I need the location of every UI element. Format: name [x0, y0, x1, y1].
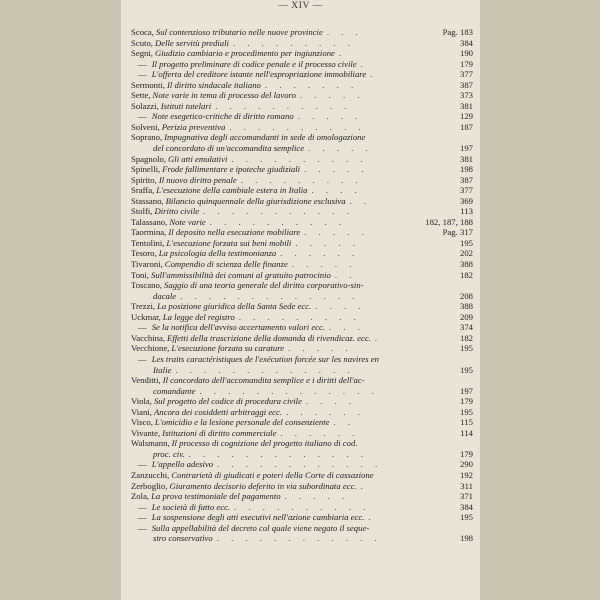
page-reference: 387: [457, 175, 473, 186]
entry-dash: —: [138, 522, 147, 533]
work-title: La posizione giuridica della Santa Sede ecc.: [157, 301, 312, 312]
dot-leader: . . . . . . . . . .: [231, 153, 368, 164]
index-entry: [128, 312, 473, 323]
page-reference: 113: [457, 206, 473, 217]
author-name: Segni,: [131, 48, 153, 59]
index-entry: [128, 69, 473, 80]
work-title: Compendio di scienza delle finanze: [164, 259, 288, 270]
running-head: — XIV —: [278, 1, 323, 11]
work-title: Il diritto sindacale italiano: [167, 79, 261, 90]
dot-leader: . . . . . . . . . .: [234, 501, 371, 512]
dot-leader: . . . . .: [288, 343, 353, 354]
dot-leader: . . . . .: [308, 143, 373, 154]
page-reference: 195: [457, 512, 473, 523]
page-reference: 381: [457, 101, 473, 112]
work-title: Sull'ammissibilità dei comuni al gratuito patrocinio: [150, 269, 331, 280]
author-name: Scoca,: [131, 27, 154, 37]
author-name: Vecchione,: [131, 343, 170, 354]
page-reference: 384: [457, 38, 473, 49]
dot-leader: . . . . .: [295, 237, 360, 248]
author-name: Uckmar,: [131, 311, 161, 322]
author-name: Visco,: [131, 417, 153, 428]
author-name: Soprano,: [131, 132, 163, 143]
work-title: Giuramento decisorio deferito in via subordinata ecc.: [169, 480, 357, 491]
work-title: Impugnativa degli accomandanti in sede di omologazione: [164, 132, 366, 143]
page-reference: Pag. 317: [440, 227, 473, 238]
work-title: Bilancio quinquennale della giurisdizione esclusiva: [165, 195, 346, 206]
dot-leader: . . . .: [311, 185, 362, 196]
work-title: Il nuovo diritto penale: [158, 174, 237, 185]
page-reference: 377: [457, 185, 473, 196]
work-title: La legge del registro: [162, 311, 235, 322]
page-reference: 290: [457, 459, 473, 470]
work-title: Sulla appellabilità del decreto col quale viene negato il seque-: [151, 522, 370, 533]
work-title: Diritto civile: [154, 206, 200, 217]
entry-dash: —: [138, 501, 147, 512]
dot-leader: . . . . . . . . . . . .: [217, 459, 383, 470]
index-entry: [128, 365, 473, 376]
work-title: Ancora dei cosiddetti arbitraggi ecc.: [153, 406, 283, 417]
dot-leader: .: [368, 512, 376, 523]
page-reference: 129: [457, 111, 473, 122]
index-entry: [128, 459, 473, 470]
index-entry: [128, 143, 473, 154]
work-title: Note esegetico-critiche di diritto romano: [151, 111, 294, 122]
author-name: Sermonti,: [131, 79, 166, 90]
author-name: Trezzi,: [131, 301, 156, 312]
author-name: Tesoro,: [131, 248, 157, 259]
page-reference: 179: [457, 449, 473, 460]
page-reference: 182: [457, 333, 473, 344]
dot-leader: . . . . . .: [286, 406, 365, 417]
author-name: Zanzucchi,: [131, 469, 170, 480]
index-entry: [128, 164, 473, 175]
work-title: Sul contenzioso tributario nelle nuove provincie: [155, 27, 323, 37]
index-entry: [128, 322, 473, 333]
dot-leader: . . . . . . . . .: [238, 311, 361, 322]
author-name: Tentolini,: [131, 237, 165, 248]
index-entry: [128, 502, 473, 513]
dot-leader: . . . . . . . . . . . .: [216, 533, 382, 544]
index-entry: [128, 90, 473, 101]
index-entry: [128, 301, 473, 312]
page-reference: 187: [457, 122, 473, 133]
entry-dash: —: [138, 111, 147, 122]
author-name: Zola,: [131, 491, 150, 502]
dot-leader: . .: [334, 269, 357, 280]
dot-leader: . . .: [326, 27, 363, 37]
work-title: dacale: [153, 290, 177, 301]
work-title: Se la notifica dell'avviso accertamento valori ecc.: [151, 322, 326, 333]
page-reference: 190: [457, 48, 473, 59]
index-entry: [128, 132, 473, 143]
dot-leader: . . . .: [305, 396, 357, 407]
author-name: Sraffa,: [131, 185, 155, 196]
index-entry: [128, 175, 473, 186]
index-list: [128, 27, 473, 544]
index-entry: [128, 396, 473, 407]
work-title: La sospensione degli atti esecutivi nell'azione cambiaria ecc.: [151, 512, 365, 523]
dot-leader: . . . . . . . . . .: [229, 121, 366, 132]
page-reference: 115: [457, 417, 473, 428]
work-title: L'offerta del creditore istante nell'espropriazione immobiliare: [151, 69, 367, 80]
index-entry: [128, 196, 473, 207]
work-title: Italie: [153, 364, 172, 375]
index-entry: [128, 491, 473, 502]
work-title: Istituzioni di diritto commerciale: [162, 427, 277, 438]
author-name: Tivaroni,: [131, 259, 163, 270]
index-entry: [128, 481, 473, 492]
page-reference: 182: [457, 270, 473, 281]
page-reference: 373: [457, 90, 473, 101]
dot-leader: . . . . . . . . . . . . .: [188, 448, 368, 459]
work-title: Note varie in tema di processo del lavoro: [152, 90, 296, 101]
author-name: Venditti,: [131, 375, 161, 386]
dot-leader: . . . . . . . . . . . . .: [175, 364, 355, 375]
dot-leader: . . . . . . . . . .: [209, 216, 347, 227]
page-reference: 388: [457, 301, 473, 312]
index-entry: [128, 122, 473, 133]
work-title: Il concordato dell'accomandita semplice e i diritti dell'ac-: [162, 375, 365, 386]
work-title: La psicologia della testimonianza: [158, 248, 277, 259]
entry-dash: —: [138, 512, 147, 523]
work-title: Note varie: [169, 216, 206, 227]
dot-leader: . .: [349, 195, 372, 206]
index-entry: [128, 101, 473, 112]
page-reference: 381: [457, 154, 473, 165]
page-reference: 195: [457, 238, 473, 249]
entry-dash: —: [138, 459, 147, 470]
index-entry: [128, 428, 473, 439]
index-entry: [128, 185, 473, 196]
work-title: Il processo di cognizione del progetto italiano di cod.: [171, 438, 358, 449]
dot-leader: . .: [333, 417, 356, 428]
index-entry: [128, 407, 473, 418]
index-entry: [128, 386, 473, 397]
page-reference: 179: [457, 396, 473, 407]
dot-leader: . . . . . . . . . . . . .: [199, 385, 379, 396]
page-reference: 388: [457, 259, 473, 270]
work-title: Giudizio cambiario e procedimento per ingiunzione: [154, 48, 335, 59]
page-reference: 179: [457, 59, 473, 70]
dot-leader: . . . . .: [304, 164, 369, 175]
index-entry: [128, 206, 473, 217]
dot-leader: . . . . . . . . .: [232, 37, 355, 48]
author-name: Scuto,: [131, 37, 153, 48]
page-reference: 192: [457, 470, 473, 481]
dot-leader: .: [360, 480, 368, 491]
page-reference: 311: [457, 481, 473, 492]
author-name: Sette,: [131, 90, 151, 101]
page-reference: 198: [457, 164, 473, 175]
author-name: Solveni,: [131, 121, 160, 132]
page-reference: 371: [457, 491, 473, 502]
page-reference: 384: [457, 502, 473, 513]
work-title: L'esecuzione della cambiale estera in Italia: [156, 185, 308, 196]
dot-leader: .: [374, 332, 383, 343]
page-reference: 377: [457, 69, 473, 80]
dot-leader: . . . . .: [299, 90, 365, 101]
dot-leader: .: [360, 58, 368, 69]
dot-leader: . . . . . . . . . . .: [203, 206, 354, 217]
index-entry: [128, 270, 473, 281]
work-title: stro conservativo: [153, 533, 213, 544]
work-title: Contrarietà di giudicati e poteri della Corte di cassazione: [171, 469, 374, 480]
work-title: proc. civ.: [153, 448, 185, 459]
index-entry: [128, 512, 473, 523]
work-title: L'appello adesivo: [151, 459, 214, 470]
dot-leader: . . .: [329, 322, 365, 333]
entry-dash: —: [138, 58, 147, 69]
index-entry: [128, 59, 473, 70]
index-entry: [128, 375, 473, 386]
author-name: Taormina,: [131, 227, 167, 238]
work-title: Effetti della trascrizione della domanda di rivendicaz. ecc.: [167, 332, 371, 343]
index-entry: [128, 449, 473, 460]
author-name: Stassano,: [131, 195, 164, 206]
author-name: Talassano,: [131, 216, 168, 227]
dot-leader: . . . . . .: [280, 427, 360, 438]
author-name: Spinelli,: [131, 164, 161, 175]
index-entry: [128, 27, 473, 38]
author-name: Viani,: [131, 406, 152, 417]
page-reference: 209: [457, 312, 473, 323]
book-page: [121, 0, 480, 600]
author-name: Stolfi,: [131, 206, 153, 217]
work-title: Frode fallimentare e ipoteche giudiziali: [162, 164, 301, 175]
index-entry: [128, 533, 473, 544]
page-reference: 182, 187, 188: [422, 217, 473, 228]
work-title: L'omicidio e la lesione personale del consenziente: [154, 417, 330, 428]
dot-leader: . . . . .: [297, 111, 363, 122]
index-entry: [128, 248, 473, 259]
work-title: La prova testimoniale del pagamento: [151, 491, 281, 502]
dot-leader: . . . . . .: [280, 248, 360, 259]
index-entry: [128, 343, 473, 354]
page-reference: 197: [457, 143, 473, 154]
work-title: Istituti tutelari: [160, 100, 212, 111]
index-entry: [128, 154, 473, 165]
work-title: Les traits caractéristiques de l'exécution forcée sur les navires en: [151, 353, 379, 364]
index-entry: [128, 238, 473, 249]
author-name: Toscano,: [131, 280, 162, 291]
work-title: comandante: [153, 385, 196, 396]
index-entry: [128, 291, 473, 302]
dot-leader: .: [370, 69, 378, 80]
dot-leader: . . . . .: [304, 227, 369, 238]
author-name: Zerboglio,: [131, 480, 168, 491]
index-entry: [128, 217, 473, 228]
dot-leader: .: [338, 48, 347, 59]
index-entry: [128, 470, 473, 481]
work-title: Perizia preventiva: [161, 121, 226, 132]
work-title: del concordato di un'accomandita semplice: [153, 143, 305, 154]
page-reference: 374: [457, 322, 473, 333]
index-entry: [128, 227, 473, 238]
index-entry: [128, 259, 473, 270]
entry-dash: —: [138, 69, 147, 80]
page-reference: 195: [457, 343, 473, 354]
dot-leader: . . . . . . . . . . . . .: [180, 290, 360, 301]
index-entry: [128, 111, 473, 122]
page-reference: 198: [457, 533, 473, 544]
dot-leader: . . . . .: [284, 491, 350, 502]
author-name: Spagnolo,: [131, 153, 166, 164]
entry-dash: —: [138, 322, 147, 333]
index-entry: [128, 280, 473, 291]
dot-leader: . . . .: [315, 301, 366, 312]
author-name: Spirito,: [131, 174, 157, 185]
page-reference: 208: [457, 291, 473, 302]
page-reference: 387: [457, 80, 473, 91]
index-entry: [128, 523, 473, 534]
index-entry: [128, 438, 473, 449]
author-name: Vacchina,: [131, 332, 166, 343]
work-title: L'esecuzione forzata su carature: [171, 343, 285, 354]
dot-leader: . . . . .: [291, 259, 357, 270]
work-title: Sul progetto del codice di procedura civile: [153, 396, 302, 407]
index-entry: [128, 333, 473, 344]
page-reference: 195: [457, 407, 473, 418]
author-name: Solazzi,: [131, 100, 159, 111]
index-entry: [128, 417, 473, 428]
work-title: Il deposito nella esecuzione mobiliare: [168, 227, 301, 238]
page-reference: 202: [457, 248, 473, 259]
author-name: Toni,: [131, 269, 149, 280]
index-entry: [128, 354, 473, 365]
page-reference: 195: [457, 365, 473, 376]
page-reference: Pag. 183: [440, 27, 473, 38]
dot-leader: . . . . . . . . . .: [215, 100, 352, 111]
author-name: Vivante,: [131, 427, 161, 438]
index-entry: [128, 48, 473, 59]
work-title: Gli atti emulativi: [168, 153, 228, 164]
author-name: Walsmann,: [131, 438, 170, 449]
work-title: Saggio di una teoria generale del diritto corporativo-sin-: [164, 280, 364, 291]
entry-dash: —: [138, 353, 147, 364]
dot-leader: . . . . . . . . .: [240, 174, 363, 185]
author-name: Viola,: [131, 396, 152, 407]
page-reference: 197: [457, 386, 473, 397]
work-title: Delle servitù prediali: [154, 37, 229, 48]
index-entry: [128, 38, 473, 49]
page-reference: 114: [457, 428, 473, 439]
work-title: L'esecuzione forzata sui beni mobili: [166, 237, 292, 248]
index-entry: [128, 80, 473, 91]
page-reference: 369: [457, 196, 473, 207]
work-title: Il progetto preliminare di codice penale e il processo civile: [151, 58, 357, 69]
dot-leader: . . . . . . .: [264, 79, 359, 90]
work-title: Le società di fatto ecc.: [151, 501, 231, 512]
